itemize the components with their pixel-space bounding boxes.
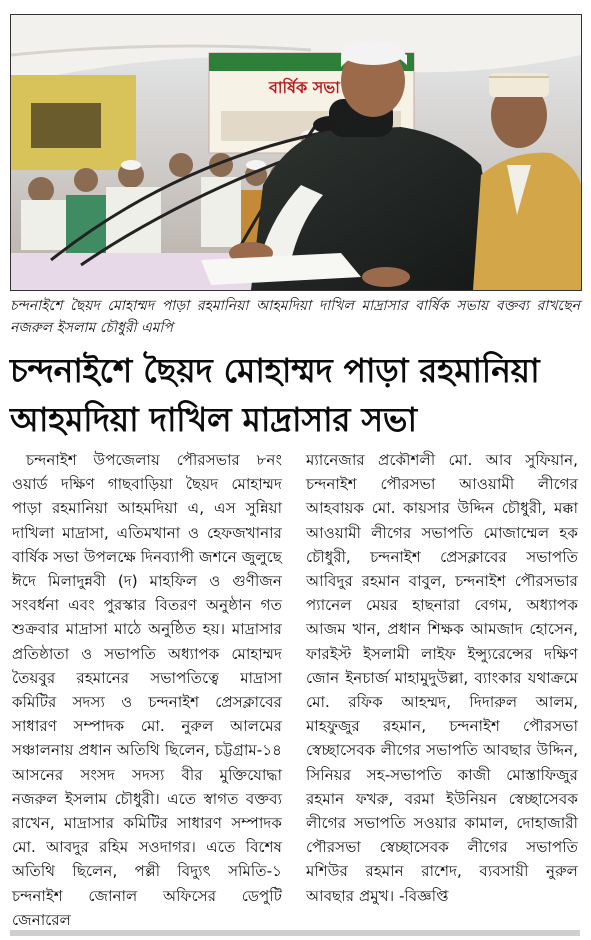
article-paragraph-left: চন্দনাইশ উপজেলায় পৌরসভার ৮নং ওয়ার্ড দক্ষিণ গাছবাড়িয়া ছৈয়দ মোহাম্মদ পাড়া রহমানিয়া আহমদিয়া এ, এস সুন্নিয়া দাখিলা মাদ্রাসা, এতিমখানা ও হেফজখানার বার্ষিক সভা উপলক্ষে দিনব্যাপী জশনে জুলুছে ঈদে মিলাদুন্নবী (দ) মাহফিল ও গুণীজন সংবর্ধনা এবং পুরস্কার বিতরণ অনুষ্ঠান গত শুক্রবার মাদ্রাসা মাঠে অনুষ্ঠিত হয়। মাদ্রাসার প্রতিষ্ঠাতা ও সভাপতি অধ্যাপক মোহাম্মদ তৈয়বুর রহমানের সভাপতিত্বে মাদ্রাসা কমিটির সদস্য ও চন্দনাইশ প্রেসক্লাবের সাধারণ সম্পাদক মো. নুরুল আলমের সঞ্চালনায় প্রধান অতিথি ছিলেন, চট্টগ্রাম-১৪ আসনের সংসদ সদস্য বীর মুক্তিযোদ্ধা নজরুল ইসলাম চৌধুরী। এতে স্বাগত বক্তব্য রাখেন, মাদ্রাসার কমিটির সাধারণ সম্পাদক মো. আবদুর রহিম সওদাগর। এতে বিশেষ অতিথি ছিলেন, পল্লী বিদ্যুৎ সমিতি-১ চন্দনাইশ জোনাল অফিসের ডেপুটি জেনারেল	[12, 451, 282, 929]
article-paragraph-right: ম্যানেজার প্রকৌশলী মো. আব সুফিয়ান, চন্দনাইশ পৌরসভা আওয়ামী লীগের আহবায়ক মো. কায়সার উদ্দিন চৌধুরী, মক্কা আওয়ামী লীগের সভাপতি মোজাম্মেল হক চৌধুরী, চন্দনাইশ প্রেসক্লাবের সভাপতি আবিদুর রহমান বাবুল, চন্দনাইশ পৌরসভার প্যানেল মেয়র হাছনারা বেগম, অধ্যাপক আজম খান, প্রধান শিক্ষক আমজাদ হোসেন, ফারইস্ট ইসলামী লাইফ ইন্স্যুরেন্সের দক্ষিণ জোন ইনচার্জ মাহামুদুউল্লা, ব্যাংকার যথাক্রমে মো. রফিক আহম্মদ, দিদারুল আলম, মাহফুজুর রহমান, চন্দনাইশ পৌরসভা স্বেচ্ছাসেবক লীগের সভাপতি আবছার উদ্দিন, সিনিয়র সহ-সভাপতি কাজী মোস্তাফিজুর রহমান ফখরু, বরমা ইউনিয়ন স্বেচ্ছাসেবক লীগের সভাপতি সওয়ার কামাল, দোহাজারী পৌরসভা স্বেচ্ছাসেবক লীগের সভাপতি মশিউর রহমান রাশেদ, ব্যবসায়ী নুরুল আবছার প্রমুখ। -বিজ্ঞপ্তি	[306, 451, 578, 905]
bottom-divider	[10, 930, 580, 936]
photo-illustration	[11, 15, 581, 290]
article-column-right	[306, 448, 578, 908]
article-column-left	[12, 448, 282, 932]
headline-line-1: চন্দনাইশে ছৈয়দ মোহাম্মদ পাড়া রহমানিয়া	[10, 351, 540, 390]
banner-text: বার্ষিক সভা	[269, 78, 340, 97]
news-photo	[10, 14, 582, 291]
headline-line-2: আহমদিয়া দাখিল মাদ্রাসার সভা	[10, 400, 417, 439]
headline	[10, 346, 585, 444]
photo-caption: চন্দনাইশে ছৈয়দ মোহাম্মদ পাড়া রহমানিয়া আহমদিয়া দাখিল মাদ্রাসার বার্ষিক সভায় বক্তব্য রাখছেন নজরুল ইসলাম চৌধুরী এমপি	[10, 298, 580, 336]
